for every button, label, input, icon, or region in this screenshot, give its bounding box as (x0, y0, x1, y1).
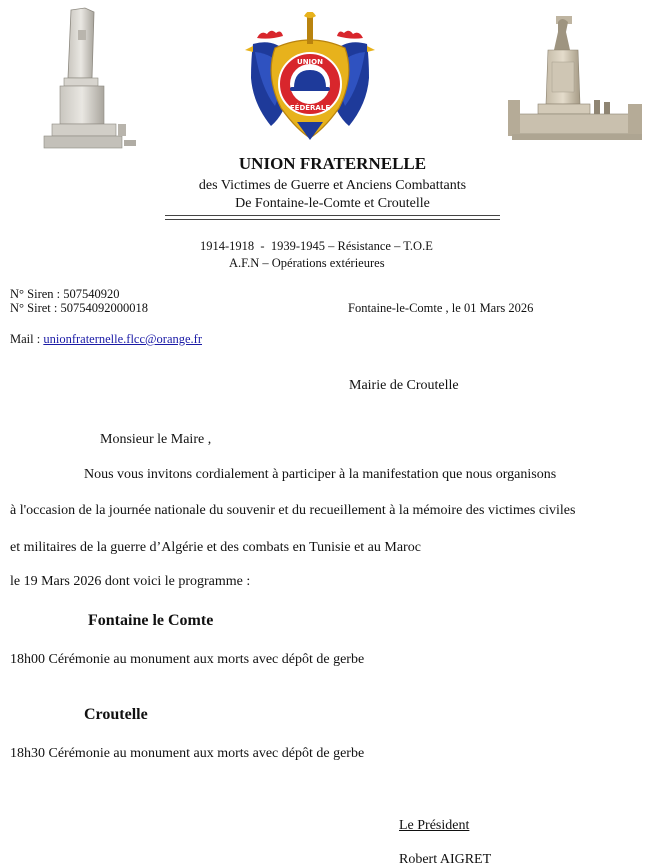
place-and-date: Fontaine-le-Comte , le 01 Mars 2026 (348, 301, 534, 315)
mail-link[interactable]: unionfraternelle.flcc@orange.fr (43, 332, 202, 346)
emblem-text-top: UNION (297, 58, 323, 66)
program-event: 18h30 Cérémonie au monument aux morts avec dépôt de gerbe (10, 746, 365, 761)
siren-number: N° Siren : 507540920 (10, 287, 120, 301)
recipient: Mairie de Croutelle (349, 378, 459, 393)
mail-label: Mail : (10, 332, 44, 346)
union-federale-emblem (245, 12, 375, 148)
body-paragraph-line: le 19 Mars 2026 dont voici le programme : (10, 574, 251, 589)
emblem-text-bottom: FÉDÉRALE (289, 104, 331, 112)
body-paragraph-line: à l'occasion de la journée nationale du souvenir et du recueillement à la mémoire des victimes civiles (10, 503, 576, 518)
association-subtitle-line2: De Fontaine-le-Comte et Croutelle (235, 196, 430, 211)
body-paragraph-line: et militaires de la guerre d’Algérie et des combats en Tunisie et au Maroc (10, 540, 421, 555)
signature-name: Robert AIGRET (399, 852, 492, 867)
program-place-heading: Croutelle (84, 706, 148, 723)
association-subtitle-line1: des Victimes de Guerre et Anciens Combattants (198, 178, 467, 193)
program-place-heading: Fontaine le Comte (88, 612, 214, 629)
header-double-rule (165, 215, 500, 220)
signature-title: Le Président (399, 818, 470, 833)
program-event: 18h00 Cérémonie au monument aux morts avec dépôt de gerbe (10, 652, 365, 667)
siret-number: N° Siret : 50754092000018 (10, 301, 148, 315)
body-paragraph-line: Nous vous invitons cordialement à participer à la manifestation que nous organisons (84, 467, 557, 482)
mail-line (10, 332, 202, 347)
war-memorial-obelisk-image (38, 6, 138, 152)
association-title: UNION FRATERNELLE (238, 154, 427, 173)
periods-line1: 1914-1918 - 1939-1945 – Résistance – T.O.E (200, 239, 433, 253)
war-memorial-statue-image (508, 12, 645, 144)
periods-line2: A.F.N – Opérations extérieures (229, 256, 385, 270)
salutation: Monsieur le Maire , (100, 432, 212, 447)
